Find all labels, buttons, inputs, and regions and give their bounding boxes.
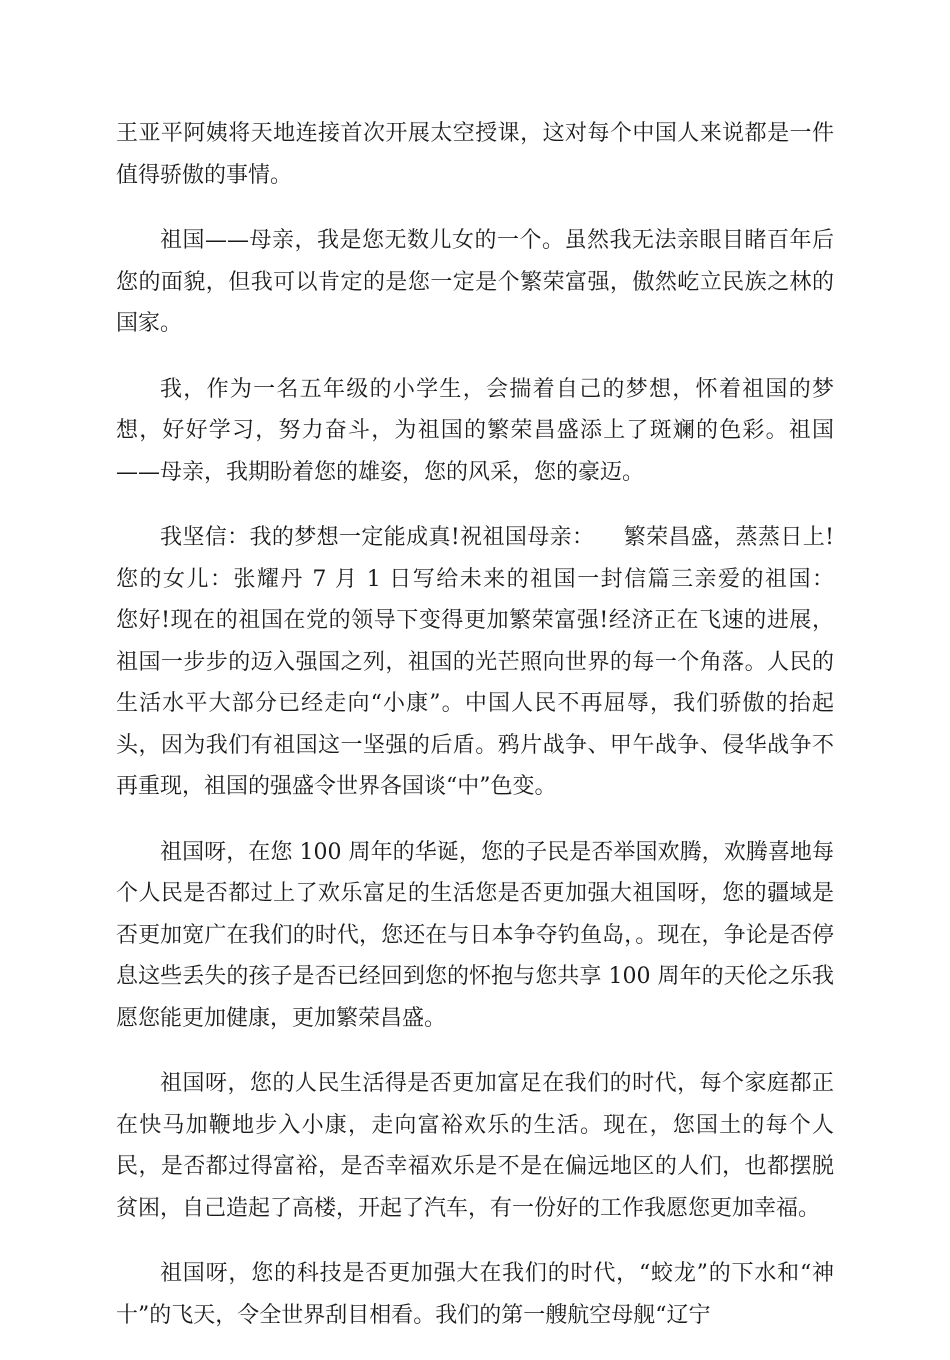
paragraph: 祖国呀，您的人民生活得是否更加富足在我们的时代，每个家庭都正在快马加鞭地步入小康，走向富裕欢乐的生活。现在，您国土的每个人民，是否都过得富裕，是否幸福欢乐是不是在偏远地区的人们，也都摆脱贫困，自己造起了高楼，开起了汽车，有一份好的工作我愿您更加幸福。 xyxy=(116,1071,834,1221)
paragraph: 祖国呀，在您 100 周年的华诞，您的子民是否举国欢腾，欢腾喜地每个人民是否都过上了欢乐富足的生活您是否更加强大祖国呀，您的疆域是否更加宽广在我们的时代，您还在与日本争夺钓鱼岛，。现在，争论是否停息这些丢失的孩子是否已经回到您的怀抱与您共享 100 周年的天伦之乐我愿您能更加健康，更加繁荣昌盛。 xyxy=(116,839,834,1031)
paragraph: 祖国呀，您的科技是否更加强大在我们的时代，“蛟龙”的下水和“神十”的飞天，令全世界刮目相看。我们的第一艘航空母舰“辽宁 xyxy=(116,1261,834,1328)
document-body xyxy=(116,113,862,1360)
paragraph: 我，作为一名五年级的小学生，会揣着自己的梦想，怀着祖国的梦想，好好学习，努力奋斗，为祖国的繁荣昌盛添上了斑斓的色彩。祖国——母亲，我期盼着您的雄姿，您的风采，您的豪迈。 xyxy=(116,376,834,485)
paragraph: 王亚平阿姨将天地连接首次开展太空授课，这对每个中国人来说都是一件值得骄傲的事情。 xyxy=(116,121,834,188)
paragraph: 祖国——母亲，我是您无数儿女的一个。虽然我无法亲眼目睹百年后您的面貌，但我可以肯定的是您一定是个繁荣富强，傲然屹立民族之林的国家。 xyxy=(116,228,834,336)
paragraph: 我坚信：我的梦想一定能成真!祝祖国母亲： 繁荣昌盛，蒸蒸日上!您的女儿：张耀丹 7 月 1 日写给未来的祖国一封信篇三亲爱的祖国： 您好!现在的祖国在党的领导下变得更加繁荣富强!经济正在飞速的进展，祖国一步步的迈入强国之列，祖国的光芒照向世界的每一个角落。人民的生活水平大部分已经走向“小康”。中国人民不再屈辱，我们骄傲的抬起头，因为我们有祖国这一坚强的后盾。鸦片战争、甲午战争、侵华战争不再重现，祖国的强盛令世界各国谈“中”色变。 xyxy=(116,525,862,799)
